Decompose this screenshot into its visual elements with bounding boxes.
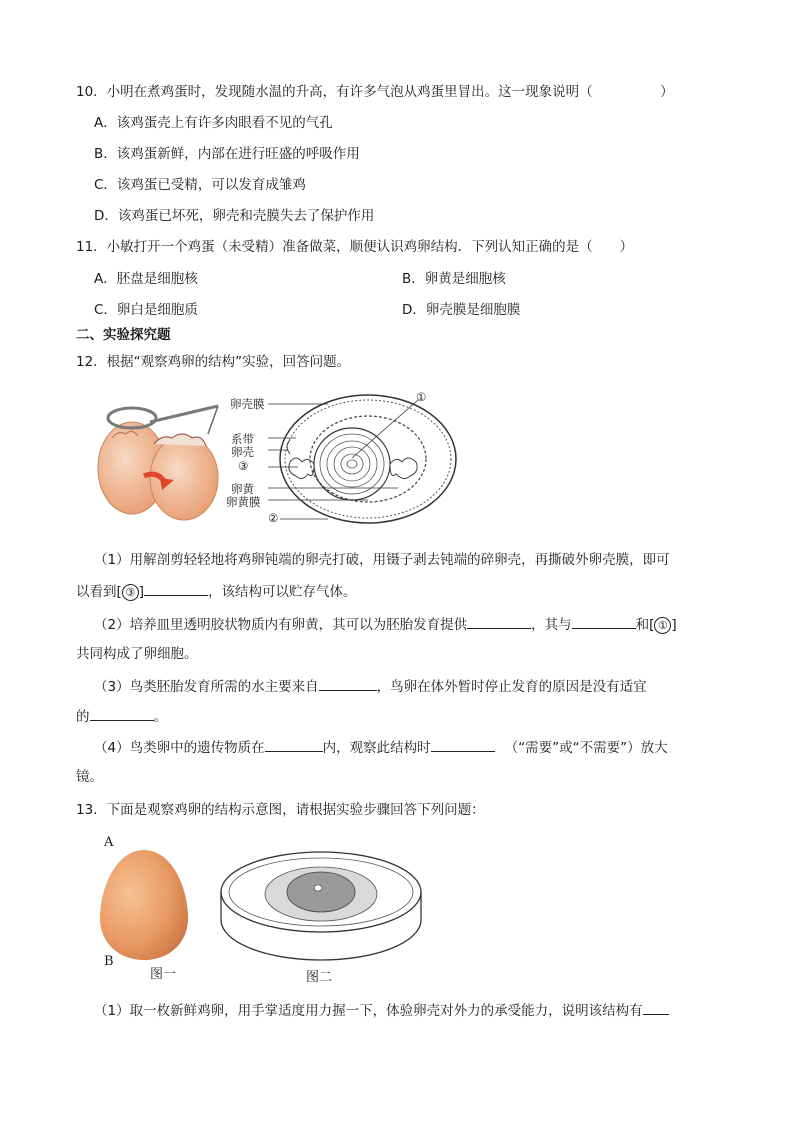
q11-option-c: C．卵白是细胞质 — [94, 302, 198, 318]
fig1-label-b: B — [104, 954, 114, 969]
q12-p2-mark: ① — [654, 617, 671, 634]
label-mark-1: ① — [416, 390, 427, 404]
fig2-caption: 图二 — [306, 970, 333, 985]
q12-p2-prefix: （2）培养皿里透明胶状物质内有卵黄，其可以为胚胎发育提供 — [94, 617, 468, 633]
label-shell: 卵壳 — [231, 445, 254, 459]
q12-p3-line2 — [76, 706, 167, 727]
q12-p2-blank-1[interactable] — [467, 614, 531, 629]
petri-dish-diagram — [218, 848, 424, 966]
q12-p2-blank-2[interactable] — [572, 614, 636, 629]
q12-p3b-prefix: 的 — [76, 709, 90, 725]
q12-p4-suffix: （“需要”或“不需要”）放大 — [504, 740, 668, 756]
q10-option-d: D．该鸡蛋已坏死，卵壳和壳膜失去了保护作用 — [94, 208, 375, 224]
q12-p4-line1 — [94, 737, 668, 758]
q10-option-c: C．该鸡蛋已受精，可以发育成雏鸡 — [94, 177, 306, 193]
q12-p1-prefix: 以看到[ — [76, 584, 122, 600]
q12-p2-mid1: ，其与 — [531, 617, 572, 633]
q12-p3-suffix: ，鸟卵在体外暂时停止发育的原因是没有适宜 — [376, 679, 647, 695]
q10-option-b: B．该鸡蛋新鲜，内部在进行旺盛的呼吸作用 — [94, 146, 360, 162]
whole-egg-illustration — [96, 848, 192, 962]
q12-stem: 12．根据“观察鸡卵的结构”实验，回答问题。 — [76, 354, 351, 370]
q12-p4-mid: 内，观察此结构时 — [322, 740, 431, 756]
egg-structure-diagram — [268, 392, 458, 526]
fig1-label-a: A — [104, 835, 114, 850]
q11-option-d: D．卵壳膜是细胞膜 — [402, 302, 521, 318]
q12-p2-line2: 共同构成了卵细胞。 — [76, 646, 198, 662]
label-shell-membrane: 卵壳膜 — [230, 397, 265, 411]
q13-p1-line — [94, 1000, 669, 1021]
opened-egg-illustration — [92, 398, 232, 522]
label-chalaza: 系带 — [231, 432, 254, 446]
q12-p2-mid2: 和[ — [635, 617, 655, 633]
q12-p3b-suffix: 。 — [153, 709, 167, 725]
q11-option-b: B．卵黄是细胞核 — [402, 271, 506, 287]
q12-p4-blank-1[interactable] — [265, 737, 323, 752]
q12-p1-bracket: ] — [138, 584, 145, 600]
q10-stem: 10．小明在煮鸡蛋时，发现随水温的升高，有许多气泡从鸡蛋里冒出。这一现象说明（ ） — [76, 84, 674, 100]
q12-p2-line1 — [94, 614, 677, 635]
q13-p1-blank[interactable] — [643, 1000, 669, 1015]
q12-p1-mark: ③ — [122, 584, 139, 601]
q13-stem: 13．下面是观察鸡卵的结构示意图，请根据实验步骤回答下列问题： — [76, 802, 485, 818]
q12-p3-line1 — [94, 676, 647, 697]
q13-p1-prefix: （1）取一枚新鲜鸡卵，用手掌适度用力握一下，体验卵壳对外力的承受能力，说明该结构有 — [94, 1003, 643, 1019]
q12-p1-line1: （1）用解剖剪轻轻地将鸡卵钝端的卵壳打破，用镊子剥去钝端的碎卵壳，再撕破外卵壳膜，即可 — [94, 552, 670, 568]
q12-p1-line2 — [76, 581, 357, 602]
q12-p4-blank-2[interactable] — [431, 737, 495, 752]
section-title: 二、实验探究题 — [76, 327, 171, 343]
q11-stem: 11．小敏打开一个鸡蛋（未受精）准备做菜，顺便认识鸡卵结构．下列认知正确的是（ ） — [76, 239, 634, 255]
q12-p3-blank-2[interactable] — [90, 706, 154, 721]
label-mark-2: ② — [268, 511, 279, 525]
label-yolk: 卵黄 — [231, 482, 254, 496]
q12-p1-suffix: ，该结构可以贮存气体。 — [208, 584, 357, 600]
q12-p3-prefix: （3）鸟类胚胎发育所需的水主要来自 — [94, 679, 319, 695]
label-mark-3: ③ — [238, 459, 249, 473]
fig1-caption: 图一 — [150, 967, 177, 982]
q12-p4-prefix: （4）鸟类卵中的遗传物质在 — [94, 740, 265, 756]
q11-option-a: A．胚盘是细胞核 — [94, 271, 198, 287]
q12-p3-blank-1[interactable] — [319, 676, 377, 691]
label-yolk-membrane: 卵黄膜 — [226, 495, 261, 509]
q10-option-a: A．该鸡蛋壳上有许多肉眼看不见的气孔 — [94, 115, 333, 131]
q12-p1-answer-blank[interactable] — [144, 581, 208, 596]
q12-p2-end: ] — [671, 617, 677, 633]
q12-p4-line2: 镜。 — [76, 769, 103, 785]
